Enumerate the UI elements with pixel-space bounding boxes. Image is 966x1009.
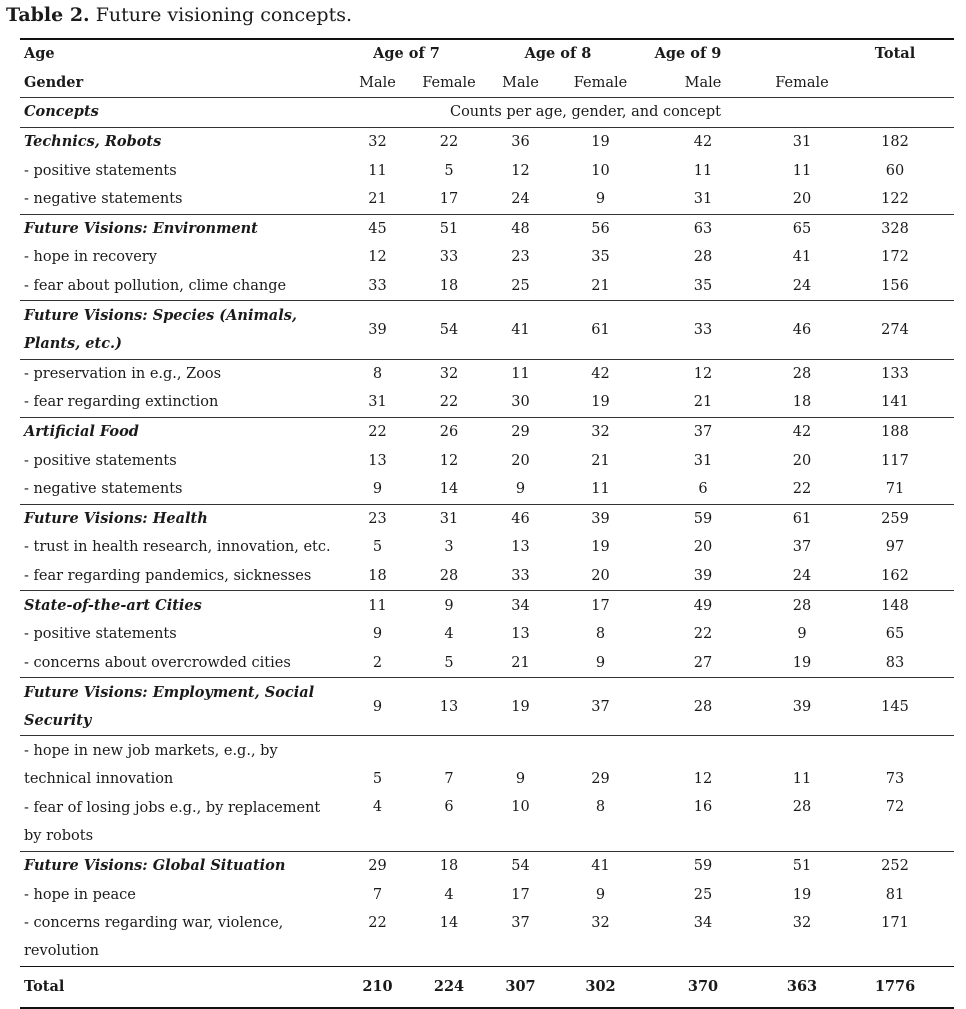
count-cell: 24 bbox=[792, 567, 812, 584]
sub-row bbox=[20, 446, 954, 475]
count-cell: 37 bbox=[563, 678, 638, 736]
count-cell: 61 bbox=[563, 301, 638, 359]
total-value: 302 bbox=[563, 967, 638, 1009]
count-cell: 18 bbox=[420, 851, 478, 880]
count-cell: 33 bbox=[439, 249, 459, 266]
count-cell: 46 bbox=[478, 504, 563, 533]
count-cell: 19 bbox=[563, 127, 638, 156]
count-cell: 59 bbox=[638, 851, 768, 880]
count-cell: 18 bbox=[368, 567, 387, 584]
gender-male: Male bbox=[684, 74, 722, 91]
sub-row bbox=[20, 388, 954, 417]
total-label: Total bbox=[20, 967, 335, 1009]
count-cell: 16 bbox=[693, 799, 713, 816]
concept-row bbox=[20, 851, 954, 880]
count-cell: 51 bbox=[420, 214, 478, 243]
count-cell: 12 bbox=[638, 736, 768, 794]
count-cell: 46 bbox=[768, 301, 836, 359]
count-cell: 7 bbox=[372, 886, 383, 903]
concept-row bbox=[20, 417, 954, 446]
total-value: 363 bbox=[768, 967, 836, 1009]
count-cell: 10 bbox=[511, 799, 530, 816]
counts-note: Counts per age, gender, and concept bbox=[335, 98, 836, 128]
count-cell: 12 bbox=[368, 249, 387, 266]
count-cell: 11 bbox=[693, 162, 713, 179]
count-cell: 19 bbox=[478, 678, 563, 736]
count-cell: 9 bbox=[515, 481, 526, 498]
count-cell: 39 bbox=[693, 567, 713, 584]
count-cell: 11 bbox=[335, 591, 420, 620]
header-row-age bbox=[20, 39, 954, 69]
total-row bbox=[20, 967, 954, 1009]
sub-row bbox=[20, 185, 954, 214]
total-cell: 122 bbox=[881, 191, 909, 208]
count-cell: 39 bbox=[335, 301, 420, 359]
count-cell: 11 bbox=[768, 736, 836, 794]
count-cell: 31 bbox=[693, 452, 713, 469]
sub-row bbox=[20, 648, 954, 677]
count-cell: 37 bbox=[511, 914, 530, 931]
count-cell: 37 bbox=[638, 417, 768, 446]
sub-label: - hope in recovery bbox=[24, 249, 157, 266]
count-cell: 56 bbox=[563, 214, 638, 243]
total-cell: 133 bbox=[836, 359, 954, 388]
count-cell: 9 bbox=[595, 191, 606, 208]
gender-header: Gender bbox=[24, 73, 84, 91]
count-cell: 22 bbox=[439, 394, 459, 411]
total-cell: 73 bbox=[836, 736, 954, 794]
total-cell: 156 bbox=[881, 278, 909, 295]
sub-row bbox=[20, 533, 954, 562]
count-cell: 19 bbox=[792, 886, 812, 903]
count-cell: 23 bbox=[511, 249, 530, 266]
count-cell: 35 bbox=[693, 278, 713, 295]
total-cell: 72 bbox=[885, 799, 905, 816]
count-cell: 39 bbox=[768, 678, 836, 736]
count-cell: 59 bbox=[638, 504, 768, 533]
total-cell: 81 bbox=[885, 886, 905, 903]
count-cell: 9 bbox=[372, 626, 383, 643]
count-cell: 22 bbox=[792, 481, 812, 498]
count-cell: 20 bbox=[693, 539, 713, 556]
count-cell: 11 bbox=[792, 162, 812, 179]
total-cell: 60 bbox=[885, 162, 905, 179]
total-cell: 188 bbox=[836, 417, 954, 446]
count-cell: 11 bbox=[478, 359, 563, 388]
count-cell: 20 bbox=[591, 567, 610, 584]
count-cell: 19 bbox=[591, 539, 610, 556]
count-cell: 13 bbox=[511, 626, 530, 643]
total-value: 1776 bbox=[836, 967, 954, 1009]
count-cell: 31 bbox=[368, 394, 387, 411]
count-cell: 32 bbox=[792, 914, 812, 931]
count-cell: 31 bbox=[768, 127, 836, 156]
count-cell: 5 bbox=[444, 162, 454, 179]
concept-row bbox=[20, 678, 954, 736]
age-9-header bbox=[638, 39, 836, 69]
count-cell: 3 bbox=[444, 539, 454, 556]
count-cell: 54 bbox=[420, 301, 478, 359]
count-cell: 28 bbox=[768, 359, 836, 388]
count-cell: 45 bbox=[335, 214, 420, 243]
sub-label: - concerns regarding war, violence, revolution bbox=[24, 915, 284, 960]
sub-label: - fear regarding extinction bbox=[24, 394, 219, 411]
count-cell: 30 bbox=[511, 394, 530, 411]
count-cell: 24 bbox=[511, 191, 530, 208]
count-cell: 19 bbox=[792, 654, 812, 671]
count-cell: 63 bbox=[638, 214, 768, 243]
sub-label: - fear about pollution, clime change bbox=[24, 278, 287, 295]
count-cell: 37 bbox=[792, 539, 812, 556]
count-cell: 20 bbox=[511, 452, 530, 469]
count-cell: 33 bbox=[368, 278, 387, 295]
total-cell: 117 bbox=[881, 452, 909, 469]
count-cell: 33 bbox=[638, 301, 768, 359]
sub-label: - positive statements bbox=[24, 626, 177, 643]
count-cell: 12 bbox=[638, 359, 768, 388]
count-cell: 21 bbox=[693, 394, 713, 411]
total-value: 210 bbox=[335, 967, 420, 1009]
concept-label: Future Visions: Employment, Social Security bbox=[20, 678, 335, 736]
sub-row bbox=[20, 243, 954, 272]
gender-female: Female bbox=[573, 74, 628, 91]
age-7-header: Age of 7 bbox=[335, 39, 478, 69]
count-cell: 21 bbox=[591, 278, 610, 295]
count-cell: 28 bbox=[439, 567, 459, 584]
count-cell: 17 bbox=[511, 886, 530, 903]
count-cell: 18 bbox=[792, 394, 812, 411]
header-row-gender bbox=[20, 69, 954, 98]
count-cell: 5 bbox=[372, 539, 383, 556]
count-cell: 49 bbox=[638, 591, 768, 620]
total-cell: 148 bbox=[836, 591, 954, 620]
count-cell: 5 bbox=[444, 654, 454, 671]
count-cell: 12 bbox=[511, 162, 530, 179]
count-cell: 20 bbox=[792, 191, 812, 208]
concept-label: State-of-the-art Cities bbox=[20, 591, 335, 620]
count-cell: 28 bbox=[768, 591, 836, 620]
sub-label: - fear regarding pandemics, sicknesses bbox=[24, 567, 312, 584]
count-cell: 34 bbox=[693, 914, 713, 931]
concept-label: Technics, Robots bbox=[20, 127, 335, 156]
total-cell: 162 bbox=[881, 567, 909, 584]
count-cell: 9 bbox=[335, 678, 420, 736]
total-cell: 259 bbox=[836, 504, 954, 533]
count-cell: 8 bbox=[335, 359, 420, 388]
sub-label: - negative statements bbox=[24, 481, 183, 498]
sub-label: - hope in peace bbox=[24, 886, 136, 903]
count-cell: 29 bbox=[563, 736, 638, 794]
count-cell: 9 bbox=[595, 886, 606, 903]
sub-row bbox=[20, 475, 954, 504]
sub-label: - positive statements bbox=[24, 452, 177, 469]
sub-label: - concerns about overcrowded cities bbox=[24, 654, 291, 671]
count-cell: 25 bbox=[693, 886, 713, 903]
future-visioning-table bbox=[20, 38, 954, 1009]
count-cell: 28 bbox=[638, 678, 768, 736]
count-cell: 9 bbox=[797, 626, 807, 643]
count-cell: 22 bbox=[335, 417, 420, 446]
total-cell: 328 bbox=[836, 214, 954, 243]
caption-label: Table 2. bbox=[6, 4, 90, 26]
count-cell: 9 bbox=[420, 591, 478, 620]
count-cell: 32 bbox=[335, 127, 420, 156]
count-cell: 18 bbox=[439, 278, 459, 295]
sub-label: - trust in health research, innovation, etc. bbox=[24, 539, 331, 556]
count-cell: 6 bbox=[444, 799, 454, 816]
total-cell: 83 bbox=[885, 654, 905, 671]
count-cell: 2 bbox=[372, 654, 383, 671]
total-value: 224 bbox=[420, 967, 478, 1009]
sub-row bbox=[20, 880, 954, 909]
count-cell: 13 bbox=[420, 678, 478, 736]
count-cell: 11 bbox=[591, 481, 610, 498]
empty-cell bbox=[836, 69, 954, 98]
total-header: Total bbox=[836, 39, 954, 69]
count-cell: 17 bbox=[563, 591, 638, 620]
total-cell: 71 bbox=[885, 481, 905, 498]
sub-row bbox=[20, 272, 954, 301]
count-cell: 41 bbox=[792, 249, 812, 266]
count-cell: 28 bbox=[693, 249, 713, 266]
count-cell: 29 bbox=[478, 417, 563, 446]
gender-male: Male bbox=[359, 74, 396, 91]
count-cell: 54 bbox=[478, 851, 563, 880]
count-cell: 4 bbox=[444, 886, 454, 903]
count-cell: 19 bbox=[591, 394, 610, 411]
concepts-header: Concepts bbox=[20, 98, 335, 128]
count-cell: 31 bbox=[693, 191, 713, 208]
count-cell: 22 bbox=[420, 127, 478, 156]
count-cell: 65 bbox=[768, 214, 836, 243]
gender-female: Female bbox=[422, 74, 476, 91]
count-cell: 21 bbox=[368, 191, 387, 208]
count-cell: 21 bbox=[511, 654, 530, 671]
sub-label: - fear of losing jobs e.g., by replacement by robots bbox=[24, 800, 321, 845]
sub-row bbox=[20, 620, 954, 649]
sub-row bbox=[20, 562, 954, 591]
count-cell: 9 bbox=[595, 654, 606, 671]
count-cell: 29 bbox=[335, 851, 420, 880]
count-cell: 34 bbox=[478, 591, 563, 620]
total-cell: 97 bbox=[885, 539, 905, 556]
concept-row bbox=[20, 591, 954, 620]
sub-row bbox=[20, 736, 954, 794]
count-cell: 32 bbox=[563, 417, 638, 446]
count-cell: 32 bbox=[591, 914, 610, 931]
count-cell: 6 bbox=[698, 481, 708, 498]
total-value: 307 bbox=[478, 967, 563, 1009]
total-cell: 172 bbox=[881, 249, 909, 266]
age-8-header: Age of 8 bbox=[478, 39, 638, 69]
count-cell: 22 bbox=[368, 914, 387, 931]
count-cell: 32 bbox=[420, 359, 478, 388]
count-cell: 33 bbox=[511, 567, 530, 584]
count-cell: 24 bbox=[792, 278, 812, 295]
total-cell: 274 bbox=[836, 301, 954, 359]
sub-row bbox=[20, 909, 954, 967]
count-cell: 25 bbox=[511, 278, 530, 295]
count-cell: 27 bbox=[693, 654, 713, 671]
sub-label: - negative statements bbox=[24, 191, 183, 208]
count-cell: 20 bbox=[792, 452, 812, 469]
count-cell: 42 bbox=[563, 359, 638, 388]
count-cell: 17 bbox=[439, 191, 459, 208]
concept-label: Future Visions: Environment bbox=[20, 214, 335, 243]
sub-row bbox=[20, 793, 954, 851]
age-header: Age bbox=[20, 39, 335, 69]
count-cell: 28 bbox=[792, 799, 812, 816]
gender-male: Male bbox=[502, 74, 539, 91]
total-value: 370 bbox=[638, 967, 768, 1009]
count-cell: 9 bbox=[372, 481, 383, 498]
total-cell: 252 bbox=[836, 851, 954, 880]
count-cell: 36 bbox=[478, 127, 563, 156]
concept-row bbox=[20, 127, 954, 156]
count-cell: 21 bbox=[591, 452, 610, 469]
count-cell: 5 bbox=[335, 736, 420, 794]
count-cell: 51 bbox=[768, 851, 836, 880]
count-cell: 13 bbox=[368, 452, 387, 469]
concept-label: Future Visions: Health bbox=[20, 504, 335, 533]
count-cell: 10 bbox=[591, 162, 610, 179]
concept-row bbox=[20, 504, 954, 533]
age-9-label: Age of 9 bbox=[654, 45, 722, 63]
count-cell: 42 bbox=[638, 127, 768, 156]
count-cell: 48 bbox=[478, 214, 563, 243]
count-cell: 39 bbox=[563, 504, 638, 533]
concept-row bbox=[20, 214, 954, 243]
concept-label: Future Visions: Global Situation bbox=[20, 851, 335, 880]
total-cell: 171 bbox=[881, 914, 909, 931]
total-cell: 145 bbox=[836, 678, 954, 736]
count-cell: 14 bbox=[439, 914, 459, 931]
count-cell: 9 bbox=[478, 736, 563, 794]
total-cell: 65 bbox=[885, 626, 905, 643]
caption-text: Future visioning concepts. bbox=[95, 4, 353, 26]
empty-cell bbox=[836, 98, 954, 128]
sub-label: - hope in new job markets, e.g., by technical innovation bbox=[20, 736, 335, 794]
total-cell: 182 bbox=[836, 127, 954, 156]
header-row-concepts bbox=[20, 98, 954, 128]
sub-row bbox=[20, 156, 954, 185]
count-cell: 13 bbox=[511, 539, 530, 556]
count-cell: 7 bbox=[420, 736, 478, 794]
count-cell: 23 bbox=[335, 504, 420, 533]
count-cell: 31 bbox=[420, 504, 478, 533]
count-cell: 8 bbox=[595, 626, 606, 643]
table-caption bbox=[6, 3, 352, 27]
count-cell: 41 bbox=[478, 301, 563, 359]
count-cell: 4 bbox=[444, 626, 454, 643]
count-cell: 12 bbox=[439, 452, 459, 469]
gender-female: Female bbox=[775, 74, 829, 91]
count-cell: 61 bbox=[768, 504, 836, 533]
sub-row bbox=[20, 359, 954, 388]
count-cell: 26 bbox=[420, 417, 478, 446]
count-cell: 35 bbox=[591, 249, 610, 266]
concept-row bbox=[20, 301, 954, 359]
sub-label: - preservation in e.g., Zoos bbox=[20, 359, 335, 388]
count-cell: 11 bbox=[368, 162, 387, 179]
count-cell: 22 bbox=[693, 626, 713, 643]
concept-label: Artificial Food bbox=[20, 417, 335, 446]
count-cell: 42 bbox=[768, 417, 836, 446]
count-cell: 4 bbox=[372, 799, 383, 816]
count-cell: 14 bbox=[439, 481, 459, 498]
concept-label: Future Visions: Species (Animals, Plants, etc.) bbox=[20, 301, 335, 359]
count-cell: 8 bbox=[595, 799, 606, 816]
sub-label: - positive statements bbox=[24, 162, 177, 179]
count-cell: 41 bbox=[563, 851, 638, 880]
total-cell: 141 bbox=[881, 394, 909, 411]
